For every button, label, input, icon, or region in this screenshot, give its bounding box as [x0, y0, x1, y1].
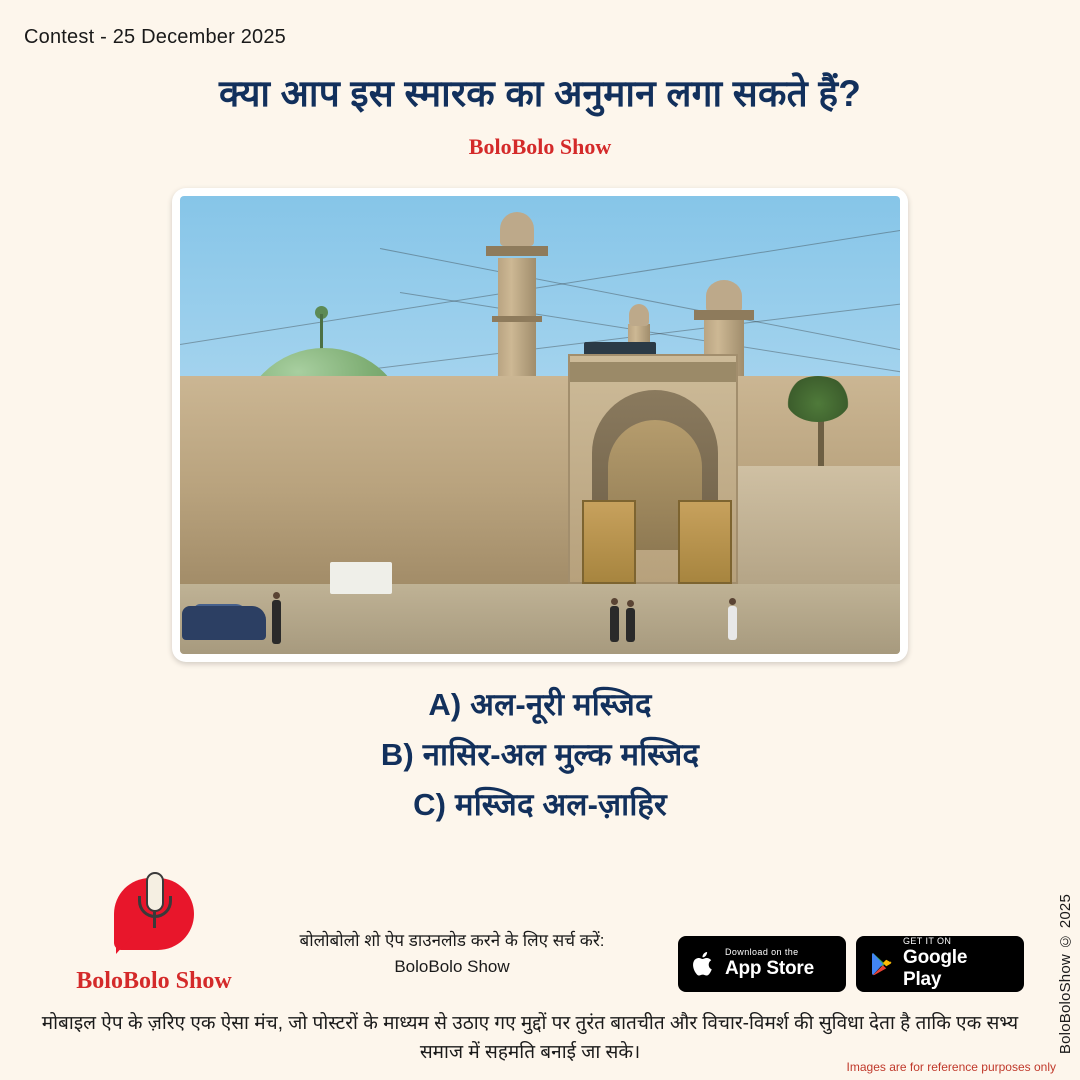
google-play-labels — [903, 937, 1010, 991]
brand-logo — [58, 872, 250, 995]
dome-spire — [320, 314, 323, 352]
pedestrian — [728, 606, 737, 640]
google-play-icon — [870, 951, 894, 977]
page-title: क्या आप इस स्मारक का अनुमान लगा सकते हैं? — [218, 73, 862, 114]
copyright-text: BoloBoloShow © 2025 — [1057, 894, 1074, 1055]
tagline-text: मोबाइल ऐप के ज़रिए एक ऐसा मंच, जो पोस्टरों के माध्यम से उठाए गए मुद्दों पर तुरंत बातचीत और विचार-विमर्श की सुविधा देता है ताकि एक सभ्य समाज में सहमति बनाई जा सके। — [41, 1013, 1019, 1063]
option-b[interactable]: B) नासिर-अल मुल्क मस्जिद — [380, 737, 700, 773]
mosque-door-left — [582, 500, 636, 584]
minaret-balcony — [486, 246, 548, 256]
reference-note: Images are for reference purposes only — [846, 1060, 1056, 1074]
parked-car — [182, 606, 266, 640]
brand-wordmark: BoloBolo Show — [468, 134, 612, 159]
app-store-labels — [725, 948, 814, 980]
logo-text: BoloBolo Show — [76, 968, 232, 994]
minaret-cap — [629, 304, 649, 326]
mosque-photo — [180, 196, 900, 654]
google-play-big-label: Google Play — [903, 947, 968, 990]
minaret-band — [492, 316, 542, 322]
pedestrian-head — [611, 598, 618, 605]
contest-date: Contest - 25 December 2025 — [24, 26, 287, 48]
download-instruction — [262, 928, 642, 981]
pedestrian-head — [627, 600, 634, 607]
power-line — [180, 225, 900, 345]
pedestrian — [272, 600, 281, 644]
google-play-badge[interactable] — [856, 936, 1024, 992]
street-ground — [180, 584, 900, 654]
answer-options — [0, 680, 1080, 831]
portal-inscription-band — [570, 362, 736, 382]
google-play-small-label: GET IT ON — [903, 936, 952, 947]
mic-capsule — [146, 872, 164, 912]
app-store-big-label: App Store — [725, 958, 814, 980]
apple-icon — [692, 950, 716, 978]
microphone-speech-bubble-icon — [106, 872, 202, 964]
app-store-small-label: Download on the — [725, 947, 799, 958]
app-store-badge[interactable] — [678, 936, 846, 992]
minaret-balcony — [694, 310, 754, 320]
minaret-cap — [706, 280, 742, 312]
mosque-door-right — [678, 500, 732, 584]
hanging-banner — [330, 562, 392, 594]
pedestrian-head — [729, 598, 736, 605]
pedestrian — [610, 606, 619, 642]
option-a[interactable]: A) अल-नूरी मस्जिद — [428, 687, 652, 722]
option-c[interactable]: C) मस्जिद अल-ज़ाहिर — [413, 787, 667, 823]
download-instruction-line1: बोलोबोलो शो ऐप डाउनलोड करने के लिए सर्च करें: — [299, 931, 605, 950]
pedestrian — [626, 608, 635, 642]
download-instruction-line2: BoloBolo Show — [394, 957, 510, 977]
photo-frame — [172, 188, 908, 662]
speech-bubble-tail — [116, 936, 132, 954]
minaret-cap — [500, 212, 534, 246]
pedestrian-head — [273, 592, 280, 599]
palm-tree — [786, 376, 850, 422]
boundary-wall — [730, 466, 900, 586]
mic-stand — [153, 912, 156, 928]
